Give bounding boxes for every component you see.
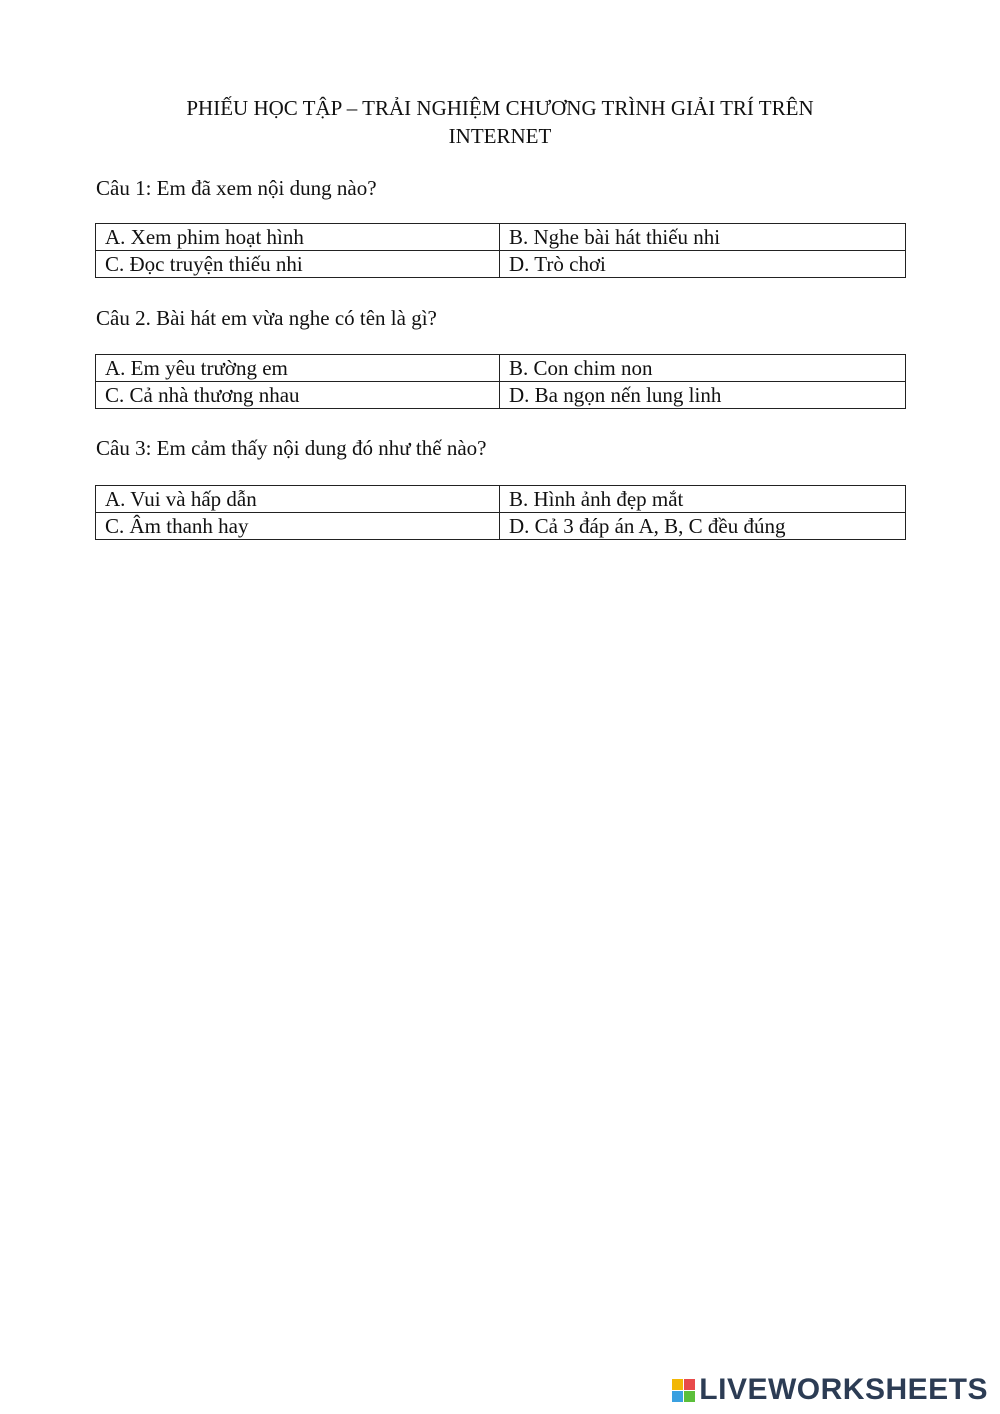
brand-name: LIVEWORKSHEETS — [699, 1373, 988, 1406]
question-2-option-c[interactable]: C. Cả nhà thương nhau — [96, 382, 500, 409]
table-row — [96, 382, 906, 409]
question-2-text: Câu 2. Bài hát em vừa nghe có tên là gì? — [96, 306, 437, 330]
question-3-option-d[interactable]: D. Cả 3 đáp án A, B, C đều đúng — [500, 513, 906, 540]
table-row — [96, 486, 906, 513]
question-3-option-c[interactable]: C. Âm thanh hay — [96, 513, 500, 540]
table-row — [96, 224, 906, 251]
question-3-text: Câu 3: Em cảm thấy nội dung đó như thế nào? — [96, 436, 487, 460]
question-1-option-a[interactable]: A. Xem phim hoạt hình — [96, 224, 500, 251]
question-1-option-d[interactable]: D. Trò chơi — [500, 251, 906, 278]
question-3-options — [95, 485, 906, 540]
table-row — [96, 355, 906, 382]
question-1-option-c[interactable]: C. Đọc truyện thiếu nhi — [96, 251, 500, 278]
liveworksheets-branding — [672, 1374, 988, 1406]
question-2-options — [95, 354, 906, 409]
worksheet-title — [95, 94, 905, 150]
question-2-option-d[interactable]: D. Ba ngọn nến lung linh — [500, 382, 906, 409]
table-row — [96, 251, 906, 278]
question-2-option-b[interactable]: B. Con chim non — [500, 355, 906, 382]
question-3-option-a[interactable]: A. Vui và hấp dẫn — [96, 486, 500, 513]
worksheet-title-line-2: INTERNET — [448, 124, 552, 148]
liveworksheets-logo-icon — [672, 1379, 695, 1402]
table-row — [96, 513, 906, 540]
question-3-option-b[interactable]: B. Hình ảnh đẹp mắt — [500, 486, 906, 513]
question-2-option-a[interactable]: A. Em yêu trường em — [96, 355, 500, 382]
question-1-text: Câu 1: Em đã xem nội dung nào? — [96, 176, 377, 200]
question-1-option-b[interactable]: B. Nghe bài hát thiếu nhi — [500, 224, 906, 251]
worksheet-title-line-1: PHIẾU HỌC TẬP – TRẢI NGHIỆM CHƯƠNG TRÌNH GIẢI TRÍ TRÊN — [186, 96, 814, 120]
question-1-options — [95, 223, 906, 278]
